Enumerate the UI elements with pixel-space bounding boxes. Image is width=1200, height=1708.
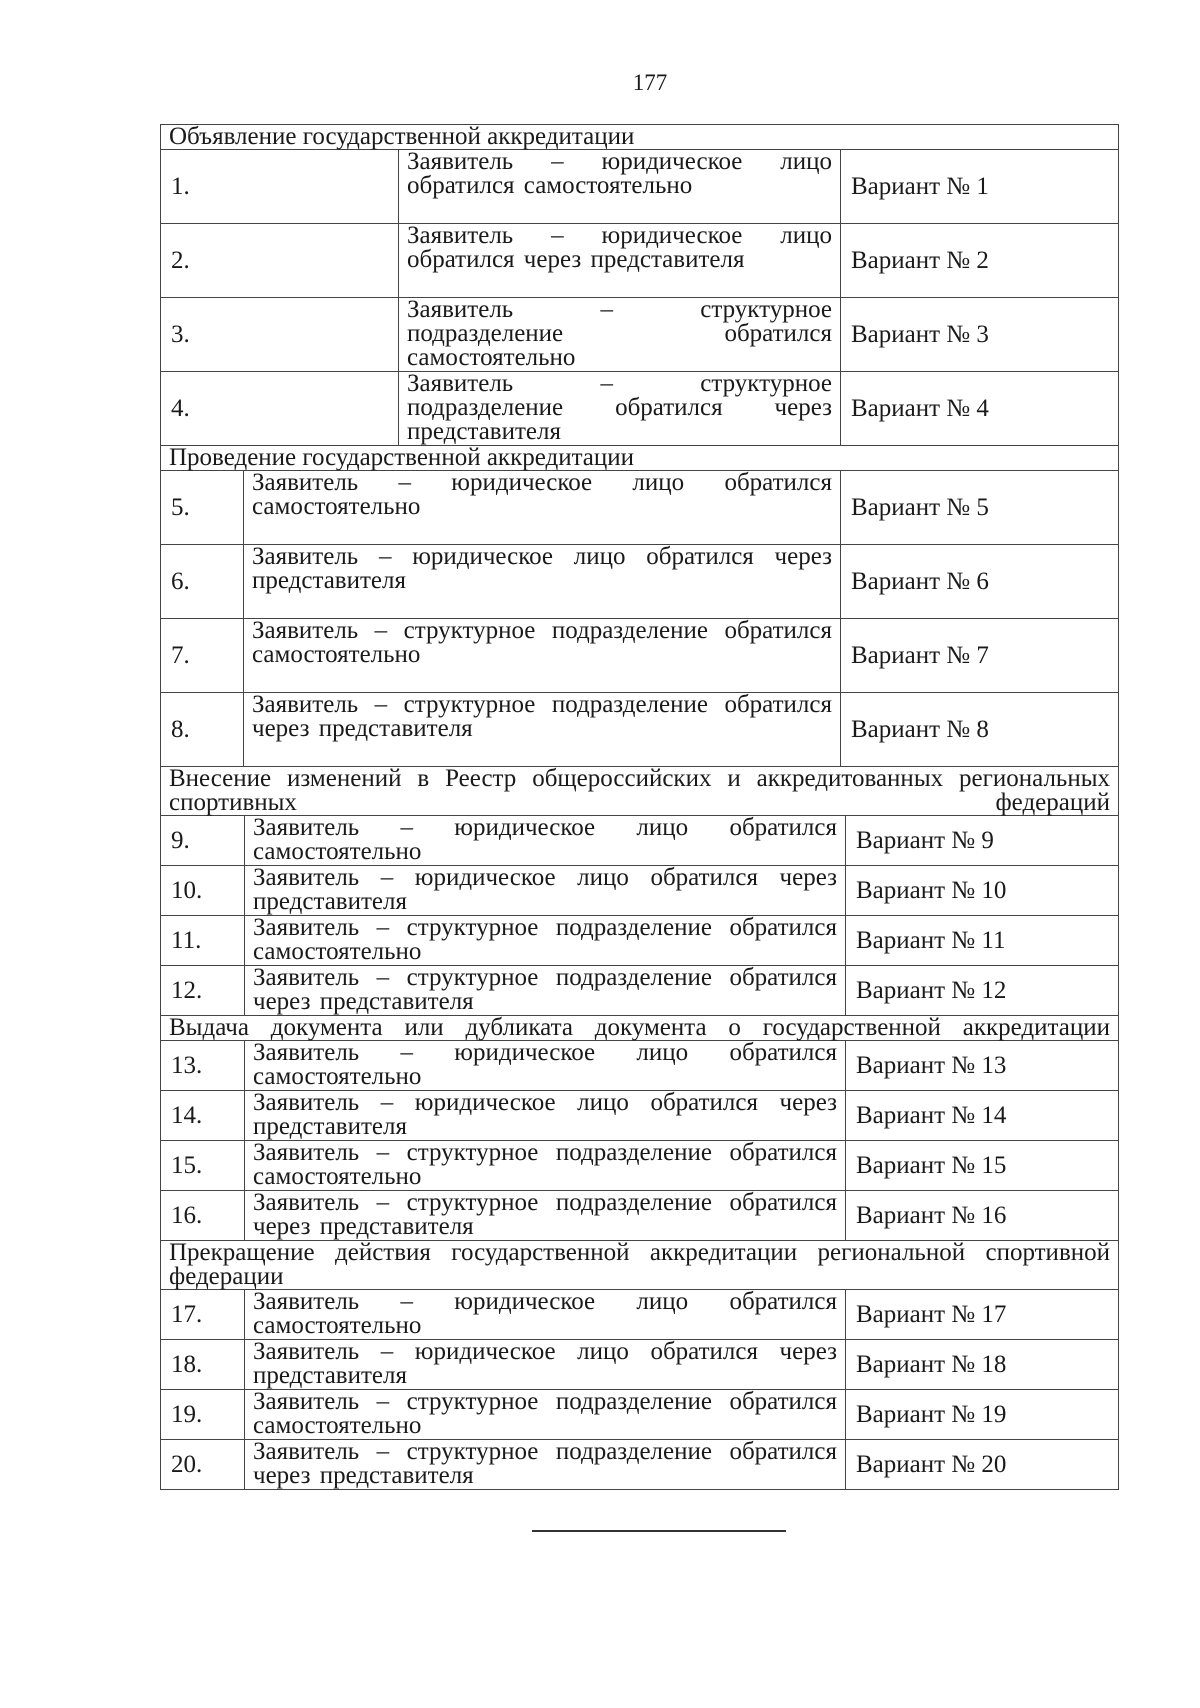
row-variant: Вариант № 3 xyxy=(841,298,1119,371)
row-description: Заявитель – структурное подразделение обратился через представителя xyxy=(399,372,841,445)
section-body xyxy=(161,150,1119,446)
row-description: Заявитель – структурное подразделение обратился самостоятельно xyxy=(399,298,841,371)
row-variant: Вариант № 19 xyxy=(846,1390,1119,1439)
row-variant: Вариант № 1 xyxy=(841,150,1119,223)
table-row xyxy=(161,916,1119,966)
row-description: Заявитель – структурное подразделение обратился самостоятельно xyxy=(245,1390,846,1439)
row-variant: Вариант № 16 xyxy=(846,1191,1119,1240)
table-row xyxy=(161,545,1119,619)
row-number: 7. xyxy=(161,619,244,692)
row-number: 2. xyxy=(161,224,399,297)
table-row xyxy=(161,372,1119,446)
row-variant: Вариант № 4 xyxy=(841,372,1119,445)
row-number: 14. xyxy=(161,1091,245,1140)
row-number: 19. xyxy=(161,1390,245,1439)
row-variant: Вариант № 20 xyxy=(846,1440,1119,1489)
row-description: Заявитель – юридическое лицо обратился через представителя xyxy=(244,545,841,618)
section-body xyxy=(161,816,1119,1016)
table-row xyxy=(161,1340,1119,1390)
table-row xyxy=(161,1091,1119,1141)
row-variant: Вариант № 12 xyxy=(846,966,1119,1015)
section-title: Объявление государственной аккредитации xyxy=(161,125,1119,150)
row-number: 6. xyxy=(161,545,244,618)
row-number: 3. xyxy=(161,298,399,371)
row-description: Заявитель – юридическое лицо обратился через представителя xyxy=(399,224,841,297)
table-row xyxy=(161,471,1119,545)
row-description: Заявитель – структурное подразделение обратился через представителя xyxy=(244,693,841,766)
row-variant: Вариант № 6 xyxy=(841,545,1119,618)
row-number: 9. xyxy=(161,816,245,865)
row-description: Заявитель – структурное подразделение обратился через представителя xyxy=(245,966,846,1015)
row-variant: Вариант № 15 xyxy=(846,1141,1119,1190)
variants-table xyxy=(160,124,1119,1490)
row-number: 1. xyxy=(161,150,399,223)
table-row xyxy=(161,866,1119,916)
row-number: 18. xyxy=(161,1340,245,1389)
table-row xyxy=(161,298,1119,372)
table-row xyxy=(161,1041,1119,1091)
row-description: Заявитель – юридическое лицо обратился через представителя xyxy=(245,866,846,915)
row-number: 13. xyxy=(161,1041,245,1090)
row-number: 17. xyxy=(161,1290,245,1339)
row-description: Заявитель – юридическое лицо обратился через представителя xyxy=(245,1340,846,1389)
table-row xyxy=(161,966,1119,1016)
row-number: 10. xyxy=(161,866,245,915)
end-of-page-rule xyxy=(532,1530,786,1532)
row-number: 20. xyxy=(161,1440,245,1489)
section-title: Проведение государственной аккредитации xyxy=(161,446,1119,471)
table-row xyxy=(161,224,1119,298)
row-description: Заявитель – юридическое лицо обратился самостоятельно xyxy=(399,150,841,223)
section-title: Прекращение действия государственной аккредитации региональной спортивной федерации xyxy=(161,1241,1119,1290)
table-row xyxy=(161,1440,1119,1490)
row-variant: Вариант № 5 xyxy=(841,471,1119,544)
row-description: Заявитель – структурное подразделение обратился самостоятельно xyxy=(245,916,846,965)
section-body xyxy=(161,471,1119,767)
table-row xyxy=(161,1191,1119,1241)
row-number: 5. xyxy=(161,471,244,544)
table-row xyxy=(161,1141,1119,1191)
row-description: Заявитель – структурное подразделение обратился через представителя xyxy=(245,1191,846,1240)
row-description: Заявитель – юридическое лицо обратился самостоятельно xyxy=(245,816,846,865)
row-variant: Вариант № 7 xyxy=(841,619,1119,692)
row-number: 8. xyxy=(161,693,244,766)
row-number: 4. xyxy=(161,372,399,445)
row-variant: Вариант № 11 xyxy=(846,916,1119,965)
row-variant: Вариант № 8 xyxy=(841,693,1119,766)
section-title: Внесение изменений в Реестр общероссийских и аккредитованных региональных спортивных федераций xyxy=(161,767,1119,816)
row-description: Заявитель – структурное подразделение обратился самостоятельно xyxy=(245,1141,846,1190)
section-title: Выдача документа или дубликата документа о государственной аккредитации xyxy=(161,1016,1119,1041)
row-description: Заявитель – юридическое лицо обратился самостоятельно xyxy=(245,1041,846,1090)
table-row xyxy=(161,1390,1119,1440)
row-description: Заявитель – юридическое лицо обратился самостоятельно xyxy=(245,1290,846,1339)
table-row xyxy=(161,619,1119,693)
row-variant: Вариант № 17 xyxy=(846,1290,1119,1339)
table-row xyxy=(161,1290,1119,1340)
row-variant: Вариант № 18 xyxy=(846,1340,1119,1389)
table-row xyxy=(161,693,1119,767)
row-description: Заявитель – юридическое лицо обратился самостоятельно xyxy=(244,471,841,544)
row-description: Заявитель – структурное подразделение обратился самостоятельно xyxy=(244,619,841,692)
section-body xyxy=(161,1041,1119,1241)
row-variant: Вариант № 13 xyxy=(846,1041,1119,1090)
row-description: Заявитель – структурное подразделение обратился через представителя xyxy=(245,1440,846,1489)
row-number: 16. xyxy=(161,1191,245,1240)
row-variant: Вариант № 2 xyxy=(841,224,1119,297)
row-variant: Вариант № 10 xyxy=(846,866,1119,915)
page-number: 177 xyxy=(632,70,668,95)
section-body xyxy=(161,1290,1119,1490)
row-description: Заявитель – юридическое лицо обратился через представителя xyxy=(245,1091,846,1140)
table-row xyxy=(161,150,1119,224)
row-variant: Вариант № 14 xyxy=(846,1091,1119,1140)
row-number: 12. xyxy=(161,966,245,1015)
row-variant: Вариант № 9 xyxy=(846,816,1119,865)
row-number: 11. xyxy=(161,916,245,965)
row-number: 15. xyxy=(161,1141,245,1190)
table-row xyxy=(161,816,1119,866)
